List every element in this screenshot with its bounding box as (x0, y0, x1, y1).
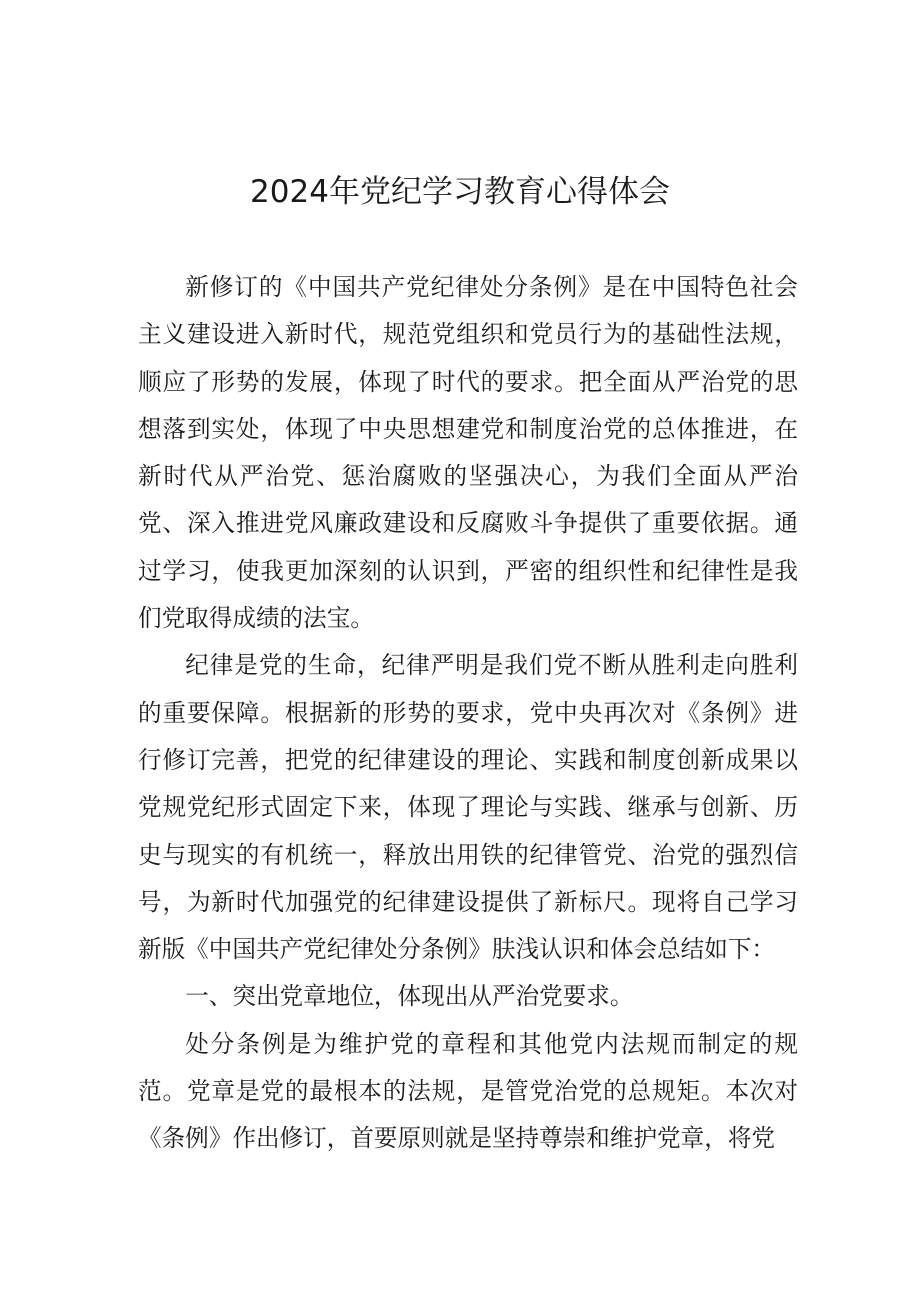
paragraph-section-one: 处分条例是为维护党的章程和其他党内法规而制定的规范。党章是党的最根本的法规，是管党治党的总规矩。本次对《条例》作出修订，首要原则就是坚持尊崇和维护党章，将党 (138, 1029, 798, 1153)
paragraph-discipline: 纪律是党的生命，纪律严明是我们党不断从胜利走向胜利的重要保障。根据新的形势的要求，党中央再次对《条例》进行修订完善，把党的纪律建设的理论、实践和制度创新成果以党规党纪形式固定下来，体现了理论与实践、继承与创新、历史与现实的有机统一，释放出用铁的纪律管党、治党的强烈信号，为新时代加强党的纪律建设提供了新标尺。现将自己学习新版《中国共产党纪律处分条例》肤浅认识和体会总结如下： (138, 651, 798, 964)
paragraph-intro: 新修订的《中国共产党纪律处分条例》是在中国特色社会主义建设进入新时代，规范党组织和党员行为的基础性法规，顺应了形势的发展，体现了时代的要求。把全面从严治党的思想落到实处，体现了中央思想建党和制度治党的总体推进，在新时代从严治党、惩治腐败的坚强决心，为我们全面从严治党、深入推进党风廉政建设和反腐败斗争提供了重要依据。通过学习，使我更加深刻的认识到，严密的组织性和纪律性是我们党取得成绩的法宝。 (138, 273, 798, 633)
section-heading: 一、突出党章地位，体现出从严治党要求。 (185, 982, 634, 1011)
document-title: 2024年党纪学习教育心得体会 (250, 174, 670, 210)
document-body (138, 264, 798, 1163)
